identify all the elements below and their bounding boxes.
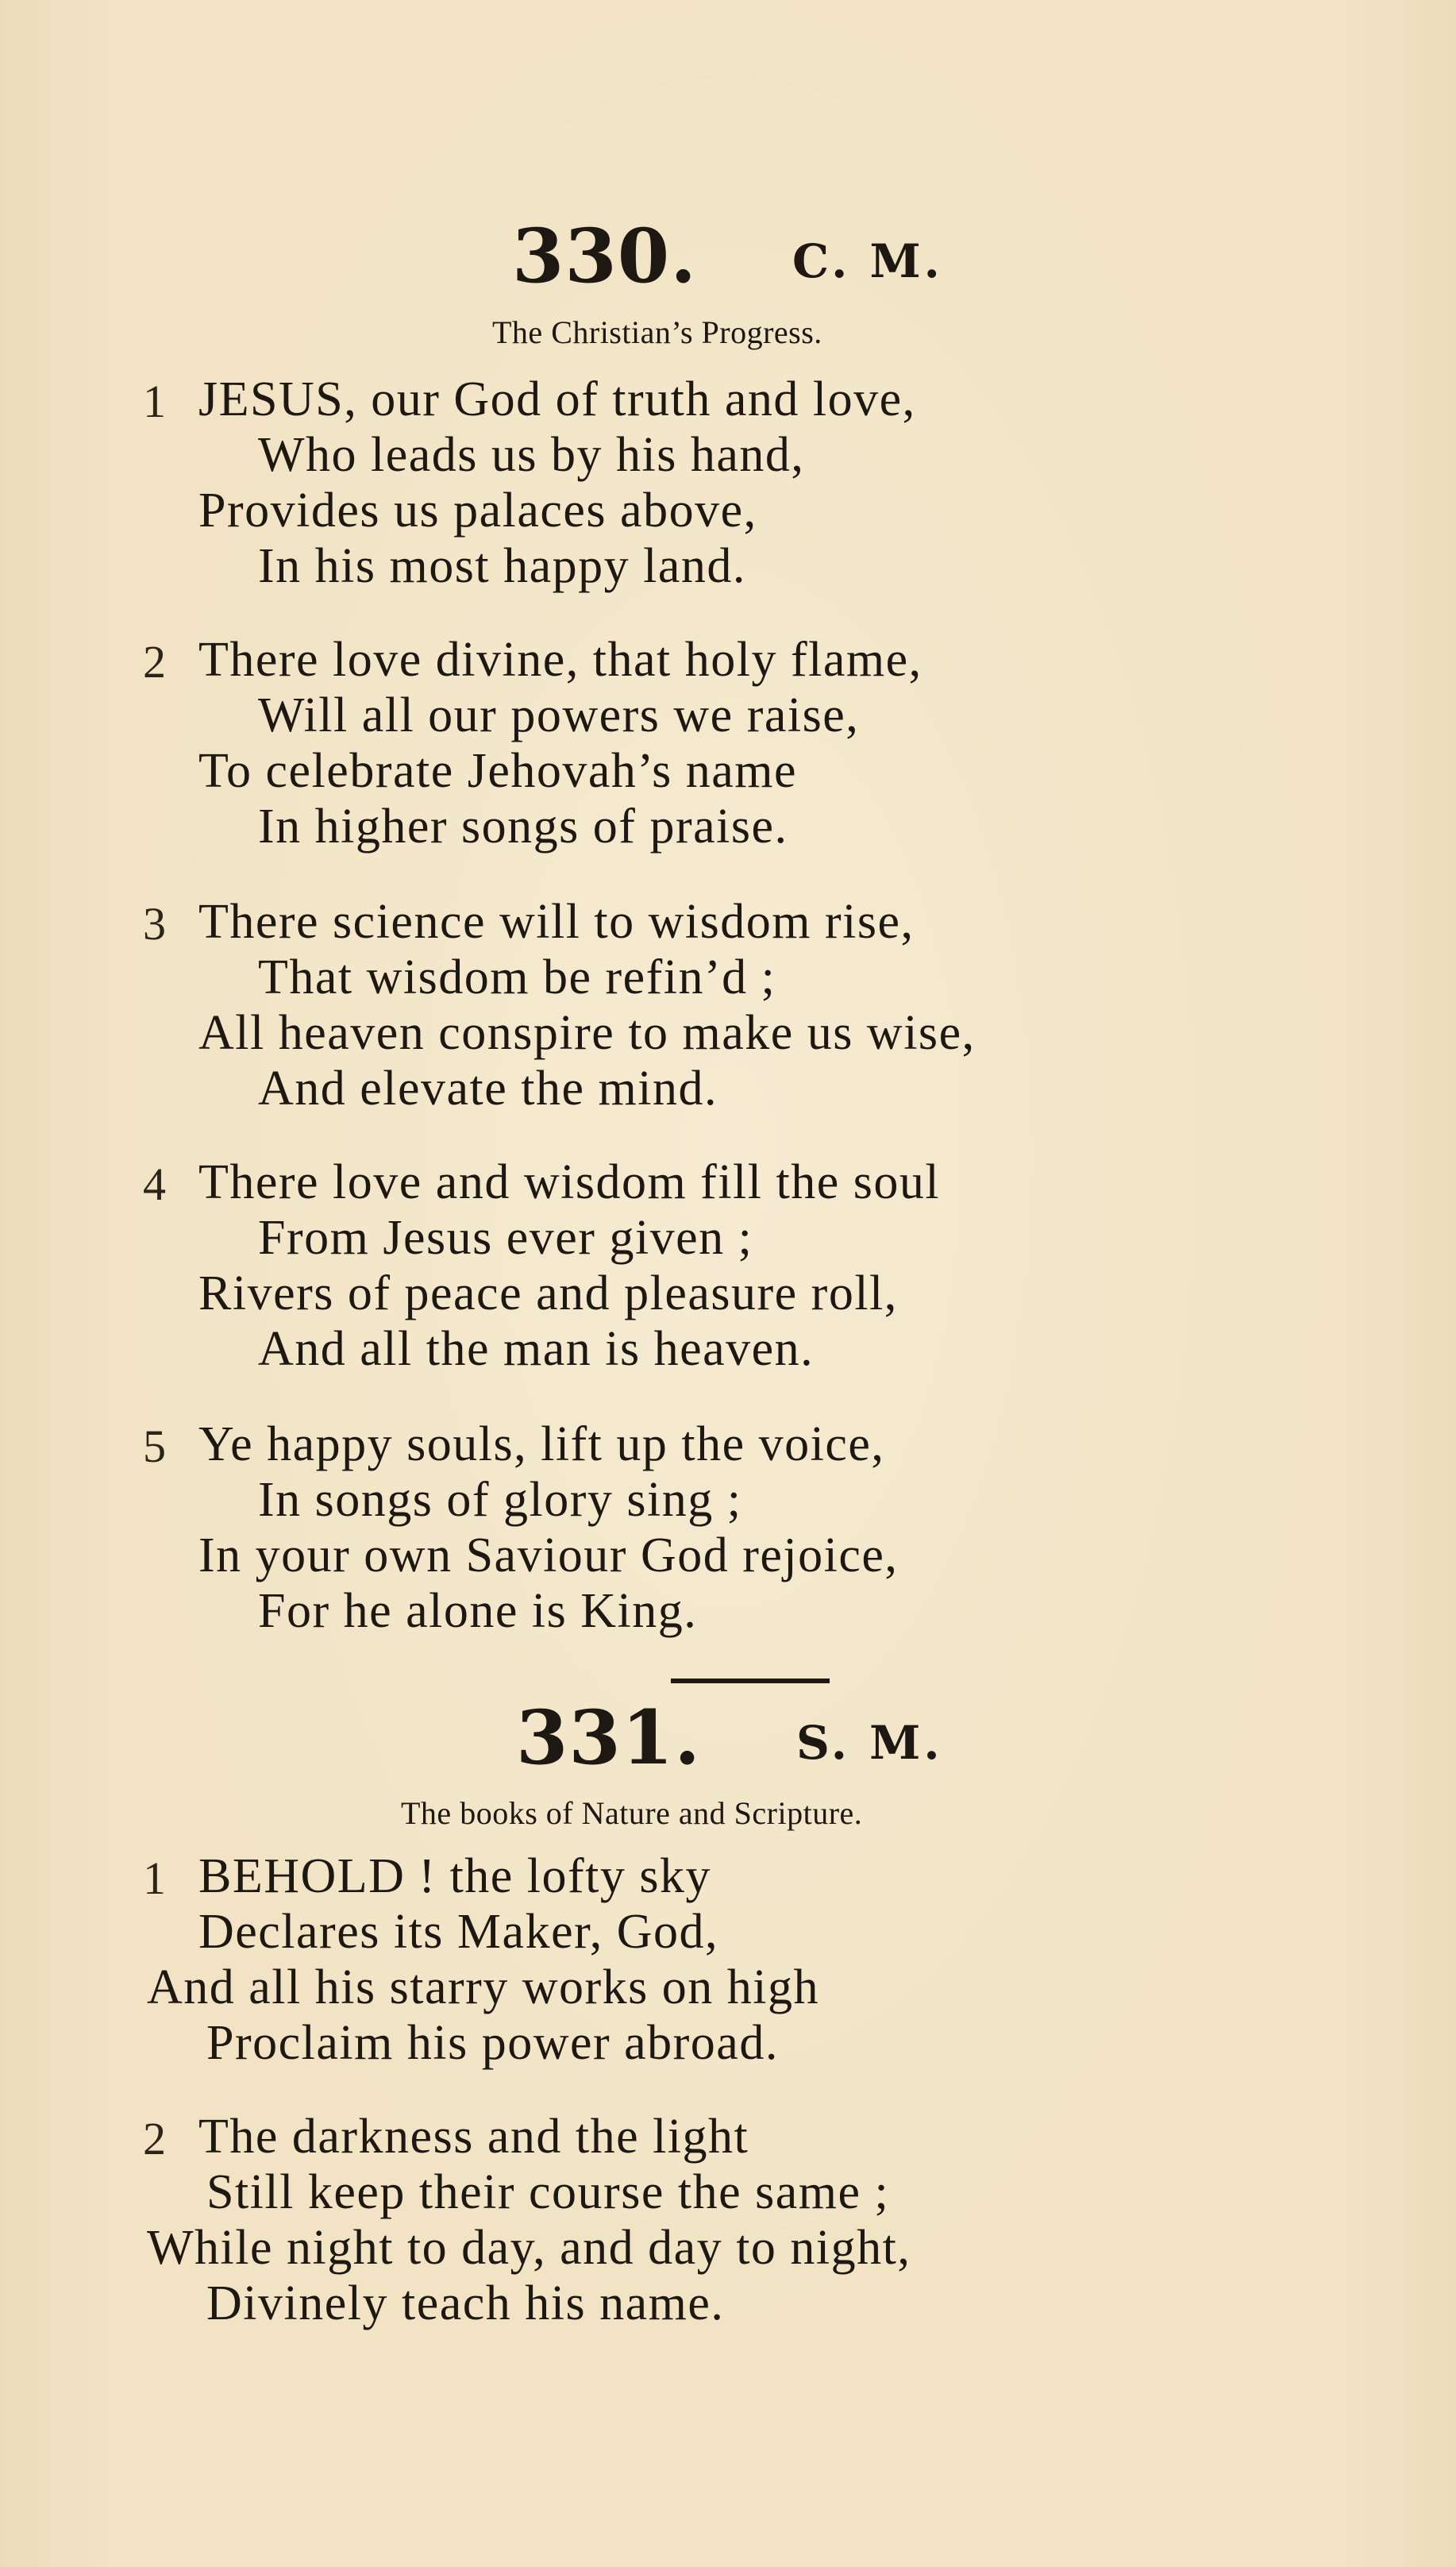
verse-number: 4: [143, 1158, 166, 1210]
verse-number: 2: [143, 636, 166, 688]
hymn-line: And elevate the mind.: [258, 1062, 718, 1116]
hymn-line: While night to day, and day to night,: [147, 2221, 911, 2275]
hymn-line: Rivers of peace and pleasure roll,: [198, 1266, 898, 1320]
hymn-line: And all the man is heaven.: [258, 1322, 815, 1376]
hymn-330-title: The Christian’s Progress.: [492, 314, 822, 350]
hymn-line: Proclaim his power abroad.: [206, 2016, 779, 2070]
hymn-line: Divinely teach his name.: [206, 2276, 725, 2330]
hymn-number: 331.: [516, 1694, 701, 1782]
hymn-line: Declares its Maker, God,: [198, 1905, 719, 1959]
hymn-number: 330.: [512, 213, 697, 300]
hymn-line: There love and wisdom fill the soul: [198, 1155, 941, 1209]
hymn-line: Provides us palaces above,: [198, 484, 757, 538]
hymn-line: To celebrate Jehovah’s name: [198, 744, 798, 798]
hymn-line: That wisdom be refin’d ;: [258, 950, 776, 1004]
verse-number: 1: [143, 1852, 166, 1904]
hymn-line: From Jesus ever given ;: [258, 1211, 753, 1265]
hymn-330-heading: [512, 213, 943, 300]
hymn-line: There love divine, that holy flame,: [198, 633, 923, 687]
hymn-line: In songs of glory sing ;: [258, 1473, 742, 1527]
hymn-line: Still keep their course the same ;: [206, 2165, 890, 2219]
verse-number: 1: [143, 376, 166, 427]
hymn-331-title: The books of Nature and Scripture.: [401, 1795, 863, 1831]
hymn-line: JESUS, our God of truth and love,: [198, 372, 916, 426]
hymn-meter: S. M.: [795, 1716, 943, 1770]
verse-number: 5: [143, 1420, 166, 1472]
hymn-line: There science will to wisdom rise,: [198, 895, 915, 949]
hymn-line: All heaven conspire to make us wise,: [198, 1006, 976, 1060]
hymn-line: And all his starry works on high: [147, 1960, 820, 2014]
verse-number: 2: [143, 2113, 166, 2164]
hymn-line: The darkness and the light: [198, 2110, 749, 2164]
hymn-line: BEHOLD ! the lofty sky: [198, 1849, 712, 1903]
hymn-line: In higher songs of praise.: [258, 800, 788, 854]
hymn-meter: C. M.: [792, 234, 943, 288]
hymn-line: Ye happy souls, lift up the voice,: [198, 1417, 885, 1471]
hymn-331-heading: [516, 1694, 943, 1782]
hymn-line: In your own Saviour God rejoice,: [198, 1528, 899, 1582]
hymn-line: For he alone is King.: [258, 1584, 698, 1638]
hymn-line: Will all our powers we raise,: [258, 688, 860, 742]
verse-number: 3: [143, 898, 166, 950]
hymn-line: In his most happy land.: [258, 539, 746, 593]
section-divider: [671, 1679, 830, 1683]
hymn-line: Who leads us by his hand,: [258, 428, 805, 482]
